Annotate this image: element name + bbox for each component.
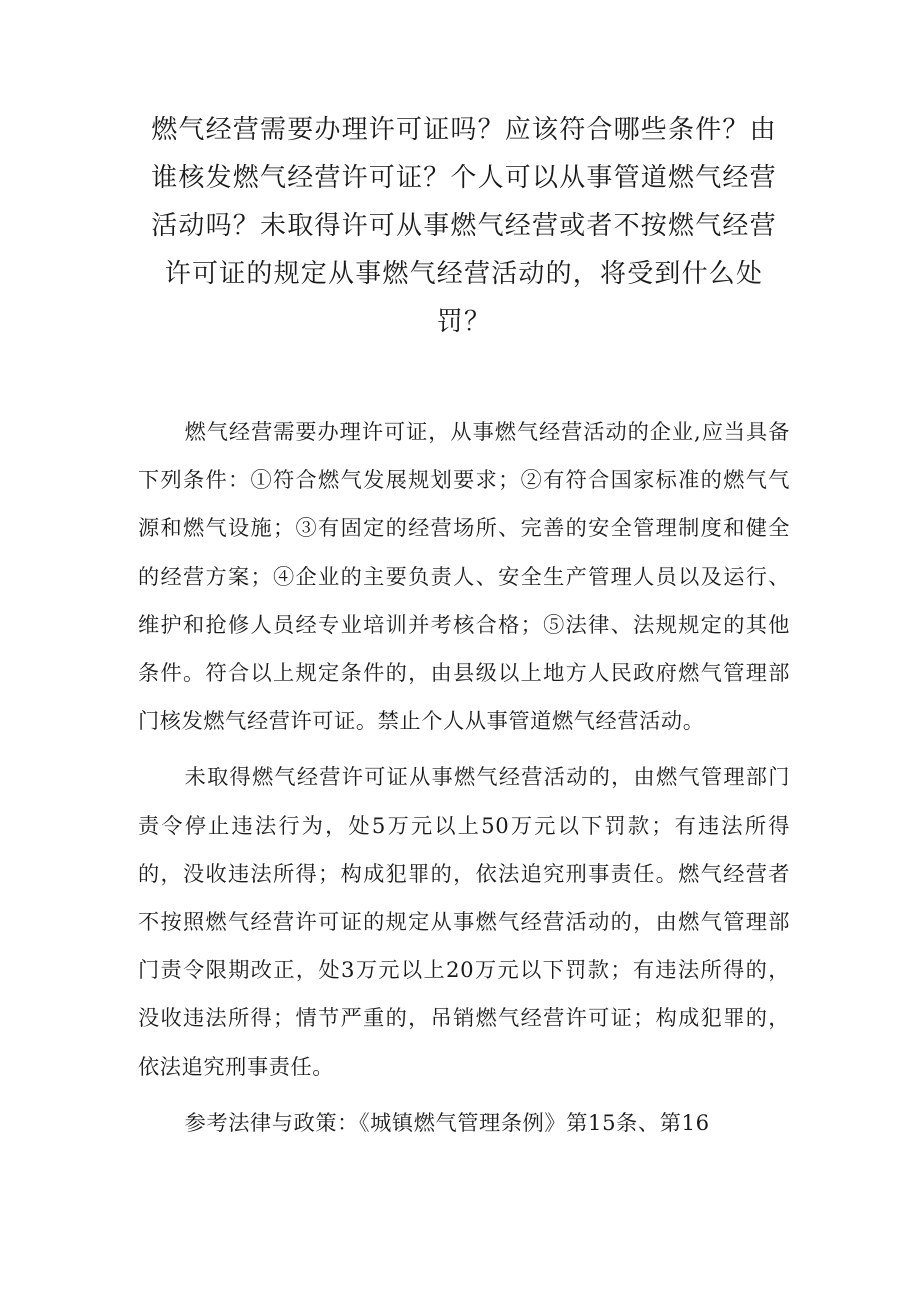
paragraph-legal-reference: 参考法律与政策：《城镇燃气管理条例》第15条、第16 — [184, 1109, 710, 1135]
paragraph-penalties: 未取得燃气经营许可证从事燃气经营活动的，由燃气管理部门责令停止违法行为，处5万元以上50万元以下罚款；有违法所得的，没收违法所得；构成犯罪的，依法追究刑事责任。燃气经营者不按照燃气经营许可证的规定从事燃气经营活动的，由燃气管理部门责令限期改正，处3万元以上20万元以下罚款；有违法所得的，没收违法所得；情节严重的，吊销燃气经营许可证；构成犯罪的，依法追究刑事责任。 — [138, 764, 790, 1079]
document-body — [138, 408, 790, 1147]
paragraph-license-conditions: 燃气经营需要办理许可证，从事燃气经营活动的企业,应当具备下列条件：①符合燃气发展规划要求；②有符合国家标准的燃气气源和燃气设施；③有固定的经营场所、完善的安全管理制度和健全的经营方案；④企业的主要负责人、安全生产管理人员以及运行、维护和抢修人员经专业培训并考核合格；⑤法律、法规规定的其他条件。符合以上规定条件的，由县级以上地方人民政府燃气管理部门核发燃气经营许可证。禁止个人从事管道燃气经营活动。 — [138, 419, 790, 734]
document-title: 燃气经营需要办理许可证吗？应该符合哪些条件？由谁核发燃气经营许可证？个人可以从事管道燃气经营活动吗？未取得许可从事燃气经营或者不按燃气经营许可证的规定从事燃气经营活动的，将受到什么处罚？ — [151, 115, 777, 337]
